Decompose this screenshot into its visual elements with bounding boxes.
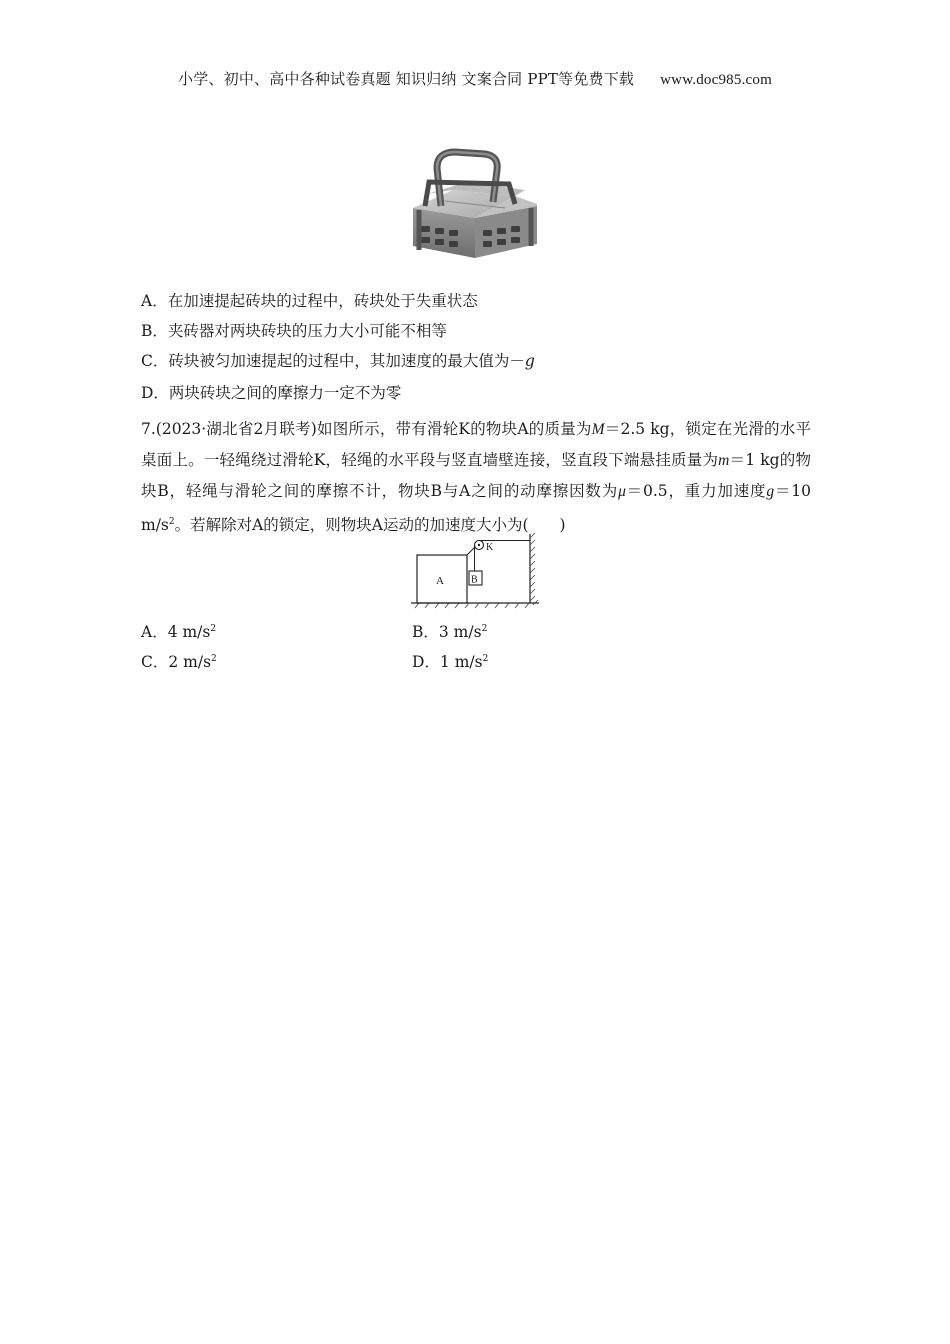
header-title: 小学、初中、高中各种试卷真题 知识归纳 文案合同 PPT等免费下载 bbox=[178, 70, 635, 88]
q6-option-c-text: C．砖块被匀加速提起的过程中，其加速度的最大值为－ bbox=[141, 352, 525, 370]
q7-M-symbol: M bbox=[591, 421, 605, 438]
q7-part2: ＝2.5 kg，锁定在光滑的水平桌面上。一轻绳绕过滑轮K，轻绳的水平段与竖直墙壁连接，竖直段下端悬挂质量为 bbox=[141, 420, 811, 469]
q7-m-symbol: m bbox=[718, 452, 730, 469]
q7-part5-sup: 2 bbox=[168, 517, 175, 527]
question-7-stem bbox=[141, 414, 811, 540]
q7-option-b bbox=[412, 620, 487, 642]
q7-g-symbol: g bbox=[766, 483, 775, 500]
q6-option-c-var: g bbox=[524, 352, 535, 370]
q6-option-d: D．两块砖块之间的摩擦力一定不为零 bbox=[141, 384, 402, 402]
q7-option-a-text: A．4 m/s bbox=[141, 623, 211, 641]
q7-option-c bbox=[141, 650, 217, 672]
q6-option-c bbox=[141, 349, 535, 371]
q7-option-b-text: B．3 m/s bbox=[412, 623, 482, 641]
header-url: www.doc985.com bbox=[660, 72, 772, 88]
q7-part6: 。若解除对A的锁定，则物块A运动的加速度大小为( ) bbox=[174, 516, 566, 535]
page-header bbox=[0, 68, 950, 89]
pulley-block-diagram bbox=[405, 530, 545, 610]
q7-option-d bbox=[412, 650, 488, 672]
q7-mu-symbol: μ bbox=[618, 483, 626, 500]
q7-option-d-text: D．1 m/s bbox=[412, 653, 483, 671]
q7-option-c-text: C．2 m/s bbox=[141, 653, 212, 671]
q7-part5: ＝10 m/s bbox=[141, 482, 811, 535]
q7-part4: ＝0.5，重力加速度 bbox=[625, 482, 767, 500]
q7-option-a-sup: 2 bbox=[210, 623, 217, 634]
q7-part3: ＝1 kg的物块B，轻绳与滑轮之间的摩擦不计，物块B与A之间的动摩擦因数为 bbox=[141, 451, 811, 500]
block-a-label: A bbox=[436, 575, 444, 587]
q7-option-c-sup: 2 bbox=[211, 653, 217, 664]
q7-part1: 7.(2023·湖北省2月联考)如图所示，带有滑轮K的物块A的质量为 bbox=[141, 420, 592, 438]
q7-option-d-sup: 2 bbox=[482, 653, 489, 664]
q7-option-a bbox=[141, 620, 216, 642]
q6-option-a: A．在加速提起砖块的过程中，砖块处于失重状态 bbox=[141, 292, 478, 310]
block-b-label: B bbox=[471, 574, 478, 586]
brick-clamp-photo bbox=[405, 146, 545, 288]
q6-option-b: B．夹砖器对两块砖块的压力大小可能不相等 bbox=[141, 322, 447, 340]
q7-option-b-sup: 2 bbox=[481, 623, 488, 634]
pulley-k-label: K bbox=[486, 542, 494, 553]
